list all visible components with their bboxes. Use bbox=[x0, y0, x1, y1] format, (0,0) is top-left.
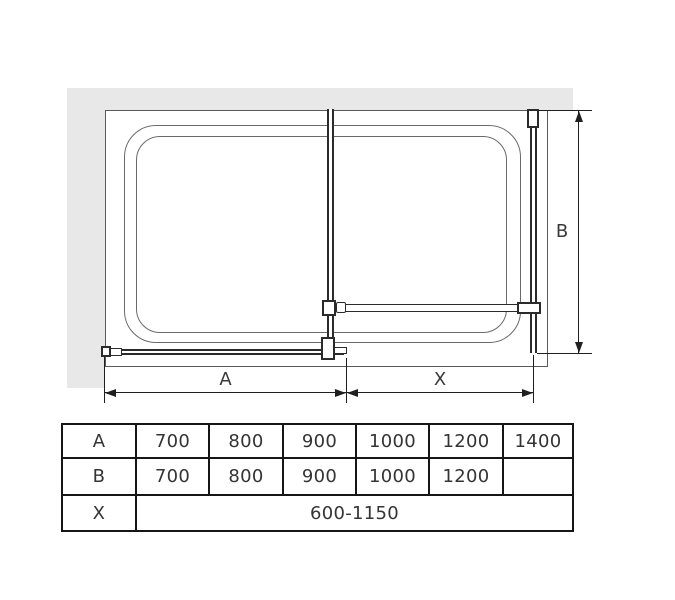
size-table bbox=[61, 423, 574, 532]
panel-corner-stub bbox=[334, 347, 347, 354]
row-x-header: X bbox=[62, 495, 136, 531]
table-cell: 1200 bbox=[429, 458, 503, 495]
dim-a-arrowhead-right-icon bbox=[335, 389, 346, 397]
table-cell: 1000 bbox=[356, 458, 429, 495]
table-cell: 800 bbox=[209, 458, 283, 495]
dim-a-label: A bbox=[219, 369, 232, 390]
dim-x-arrowhead-right-icon bbox=[522, 389, 533, 397]
screen-wall-bracket-plate bbox=[110, 348, 122, 356]
panel-corner-connector bbox=[321, 337, 335, 360]
side-panel-wall-bracket bbox=[527, 109, 539, 128]
table-cell-range: 600-1150 bbox=[136, 495, 573, 531]
dim-x-label: X bbox=[433, 369, 447, 390]
center-glass-panel bbox=[327, 109, 334, 358]
dim-b-line bbox=[578, 110, 579, 353]
row-a-header: A bbox=[62, 424, 136, 458]
table-cell: 900 bbox=[283, 458, 356, 495]
dim-x-arrowhead-left-icon bbox=[347, 389, 358, 397]
support-bar-end-connector bbox=[517, 302, 541, 314]
table-cell: 1400 bbox=[503, 424, 573, 458]
dim-a-line bbox=[104, 392, 347, 393]
support-bar-knob bbox=[336, 302, 346, 313]
dim-b-extension-bottom bbox=[537, 353, 592, 354]
dim-a-arrowhead-left-icon bbox=[105, 389, 116, 397]
dim-b-arrowhead-down-icon bbox=[575, 342, 583, 353]
wall-left bbox=[67, 88, 105, 388]
wall-top bbox=[67, 88, 573, 110]
table-cell: 1200 bbox=[429, 424, 503, 458]
support-bar-t-connector bbox=[322, 300, 336, 316]
support-bar bbox=[344, 304, 521, 312]
dim-b-arrowhead-up-icon bbox=[575, 111, 583, 122]
dim-b-label: B bbox=[555, 221, 569, 242]
table-row-x bbox=[62, 495, 573, 531]
row-b-header: B bbox=[62, 458, 136, 495]
table-cell: 700 bbox=[136, 424, 209, 458]
side-glass-panel bbox=[530, 109, 537, 353]
table-cell: 700 bbox=[136, 458, 209, 495]
table-cell: 800 bbox=[209, 424, 283, 458]
fixed-screen-panel bbox=[104, 349, 344, 355]
dim-x-line bbox=[346, 392, 534, 393]
table-row-b bbox=[62, 458, 573, 495]
table-cell: 1000 bbox=[356, 424, 429, 458]
table-row-a bbox=[62, 424, 573, 458]
table-cell: 900 bbox=[283, 424, 356, 458]
table-cell-empty bbox=[503, 458, 573, 495]
